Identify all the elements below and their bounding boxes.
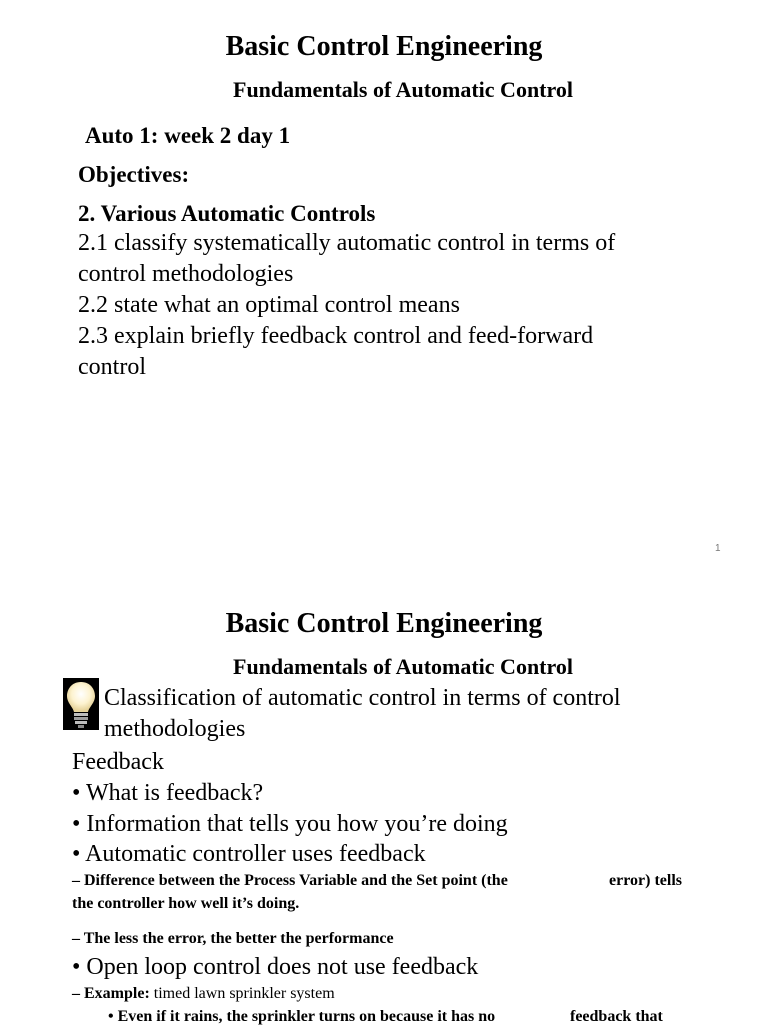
slide-2 xyxy=(0,590,768,1024)
dash-item-continued: error) tells xyxy=(609,872,682,889)
slide-subtitle: Fundamentals of Automatic Control xyxy=(233,654,573,679)
objective-line: 2.3 explain briefly feedback control and feed-forward xyxy=(78,323,594,349)
dash-item: – Difference between the Process Variable and the Set point (the xyxy=(72,872,508,889)
example-prefix: – Example: xyxy=(72,985,150,1002)
objectives-heading: Objectives: xyxy=(78,162,190,187)
feedback-heading: Feedback xyxy=(72,749,164,775)
slide-title: Basic Control Engineering xyxy=(225,31,543,62)
example-text: timed lawn sprinkler system xyxy=(149,985,335,1002)
objective-line: 2.2 state what an optimal control means xyxy=(78,292,460,318)
slide-title: Basic Control Engineering xyxy=(225,608,543,639)
objective-line: 2.1 classify systematically automatic control in terms of xyxy=(78,230,616,256)
dash-item: the controller how well it’s doing. xyxy=(72,895,300,912)
classification-line: Classification of automatic control in terms of control xyxy=(104,685,621,711)
sub-bullet: • Even if it rains, the sprinkler turns on because it has no xyxy=(108,1008,496,1025)
slide-subtitle: Fundamentals of Automatic Control xyxy=(233,77,573,102)
objective-line: control methodologies xyxy=(78,261,294,287)
classification-line: methodologies xyxy=(104,716,246,742)
bullet-item: • Automatic controller uses feedback xyxy=(72,841,426,867)
objective-line: control xyxy=(78,354,146,380)
lightbulb-icon xyxy=(63,678,99,730)
week-label: Auto 1: week 2 day 1 xyxy=(85,123,291,148)
dash-item: – The less the error, the better the performance xyxy=(72,930,394,947)
bullet-item: • What is feedback? xyxy=(72,780,264,806)
example-item xyxy=(72,985,335,1003)
bullet-item: • Information that tells you how you’re doing xyxy=(72,811,508,837)
bullet-item: • Open loop control does not use feedback xyxy=(72,954,479,980)
page-number: 1 xyxy=(715,543,721,554)
section-heading: 2. Various Automatic Controls xyxy=(78,201,376,226)
sub-bullet-continued: feedback that xyxy=(570,1008,663,1025)
